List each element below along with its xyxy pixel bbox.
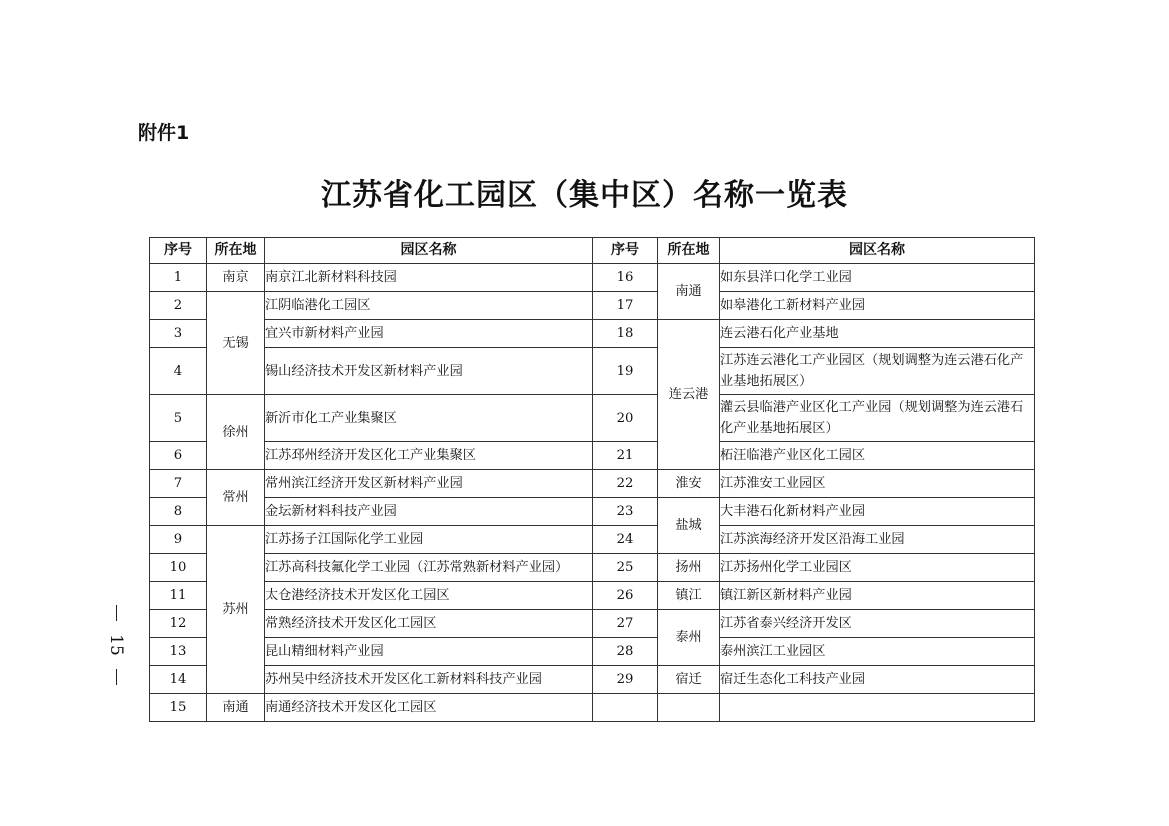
row-city: 盐城 <box>658 498 720 554</box>
row-number: 10 <box>150 554 207 582</box>
row-park-name: 江阴临港化工园区 <box>265 292 593 320</box>
row-number: 5 <box>150 395 207 442</box>
row-park-name: 南通经济技术开发区化工园区 <box>265 694 593 722</box>
row-city: 泰州 <box>658 610 720 666</box>
table-row <box>150 694 1035 722</box>
row-number: 13 <box>150 638 207 666</box>
document-title: 江苏省化工园区（集中区）名称一览表 <box>321 178 848 213</box>
table-row <box>150 554 1035 582</box>
row-city: 常州 <box>207 470 265 526</box>
row-park-name: 南京江北新材料科技园 <box>265 264 593 292</box>
row-park-name: 江苏淮安工业园区 <box>720 470 1035 498</box>
row-city: 淮安 <box>658 470 720 498</box>
row-city: 宿迁 <box>658 666 720 694</box>
row-park-name: 锡山经济技术开发区新材料产业园 <box>265 348 593 395</box>
table-row <box>150 582 1035 610</box>
row-park-name: 泰州滨江工业园区 <box>720 638 1035 666</box>
row-park-name: 江苏扬州化学工业园区 <box>720 554 1035 582</box>
row-city: 镇江 <box>658 582 720 610</box>
table-row <box>150 292 1035 320</box>
row-park-name: 苏州吴中经济技术开发区化工新材料科技产业园 <box>265 666 593 694</box>
attachment-label: 附件1 <box>138 122 190 144</box>
row-number: 8 <box>150 498 207 526</box>
table-row <box>150 610 1035 638</box>
row-number: 9 <box>150 526 207 554</box>
row-park-name: 常熟经济技术开发区化工园区 <box>265 610 593 638</box>
row-city: 南京 <box>207 264 265 292</box>
page-number-dash-top <box>116 605 117 621</box>
header-no-left: 序号 <box>150 238 207 264</box>
row-number: 3 <box>150 320 207 348</box>
row-number: 4 <box>150 348 207 395</box>
row-number: 16 <box>593 264 658 292</box>
row-number: 20 <box>593 395 658 442</box>
row-number: 27 <box>593 610 658 638</box>
row-number: 2 <box>150 292 207 320</box>
row-city: 苏州 <box>207 526 265 694</box>
row-number: 22 <box>593 470 658 498</box>
table-row <box>150 264 1035 292</box>
row-city: 南通 <box>658 264 720 320</box>
table-row <box>150 526 1035 554</box>
row-number: 29 <box>593 666 658 694</box>
row-park-name: 灌云县临港产业区化工产业园（规划调整为连云港石化产业基地拓展区） <box>720 395 1035 442</box>
row-park-name: 江苏邳州经济开发区化工产业集聚区 <box>265 442 593 470</box>
header-city-left: 所在地 <box>207 238 265 264</box>
table-row <box>150 320 1035 348</box>
row-number: 21 <box>593 442 658 470</box>
table-row <box>150 638 1035 666</box>
row-park-name: 昆山精细材料产业园 <box>265 638 593 666</box>
table-row <box>150 498 1035 526</box>
table-row <box>150 470 1035 498</box>
row-park-name: 江苏扬子江国际化学工业园 <box>265 526 593 554</box>
row-number: 19 <box>593 348 658 395</box>
table-row <box>150 666 1035 694</box>
chemical-parks-table <box>149 237 1035 722</box>
table-row <box>150 348 1035 395</box>
row-park-name: 宿迁生态化工科技产业园 <box>720 666 1035 694</box>
header-no-right: 序号 <box>593 238 658 264</box>
row-park-name: 江苏连云港化工产业园区（规划调整为连云港石化产业基地拓展区） <box>720 348 1035 395</box>
row-park-name: 大丰港石化新材料产业园 <box>720 498 1035 526</box>
row-park-name: 如皋港化工新材料产业园 <box>720 292 1035 320</box>
row-city: 徐州 <box>207 395 265 470</box>
row-number: 23 <box>593 498 658 526</box>
table-row <box>150 395 1035 442</box>
row-city: 扬州 <box>658 554 720 582</box>
row-number: 26 <box>593 582 658 610</box>
row-number: 12 <box>150 610 207 638</box>
empty-cell <box>720 694 1035 722</box>
row-number: 18 <box>593 320 658 348</box>
row-park-name: 如东县洋口化学工业园 <box>720 264 1035 292</box>
page-number <box>103 605 129 685</box>
row-city: 南通 <box>207 694 265 722</box>
row-number: 6 <box>150 442 207 470</box>
row-number: 14 <box>150 666 207 694</box>
row-park-name: 宜兴市新材料产业园 <box>265 320 593 348</box>
row-number: 17 <box>593 292 658 320</box>
row-number: 7 <box>150 470 207 498</box>
row-park-name: 镇江新区新材料产业园 <box>720 582 1035 610</box>
row-park-name: 江苏滨海经济开发区沿海工业园 <box>720 526 1035 554</box>
empty-cell <box>658 694 720 722</box>
header-name-right: 园区名称 <box>720 238 1035 264</box>
row-park-name: 金坛新材料科技产业园 <box>265 498 593 526</box>
row-number: 28 <box>593 638 658 666</box>
row-city: 连云港 <box>658 320 720 470</box>
page-number-dash-bottom <box>116 669 117 685</box>
header-city-right: 所在地 <box>658 238 720 264</box>
table-header-row <box>150 238 1035 264</box>
row-park-name: 新沂市化工产业集聚区 <box>265 395 593 442</box>
row-park-name: 江苏高科技氟化学工业园（江苏常熟新材料产业园） <box>265 554 593 582</box>
page-number-value: 15 <box>105 634 126 656</box>
row-park-name: 江苏省泰兴经济开发区 <box>720 610 1035 638</box>
row-number: 25 <box>593 554 658 582</box>
row-park-name: 常州滨江经济开发区新材料产业园 <box>265 470 593 498</box>
row-park-name: 连云港石化产业基地 <box>720 320 1035 348</box>
row-park-name: 太仓港经济技术开发区化工园区 <box>265 582 593 610</box>
empty-cell <box>593 694 658 722</box>
row-park-name: 柘汪临港产业区化工园区 <box>720 442 1035 470</box>
header-name-left: 园区名称 <box>265 238 593 264</box>
row-number: 15 <box>150 694 207 722</box>
row-number: 24 <box>593 526 658 554</box>
row-number: 1 <box>150 264 207 292</box>
row-city: 无锡 <box>207 292 265 395</box>
table-row <box>150 442 1035 470</box>
row-number: 11 <box>150 582 207 610</box>
